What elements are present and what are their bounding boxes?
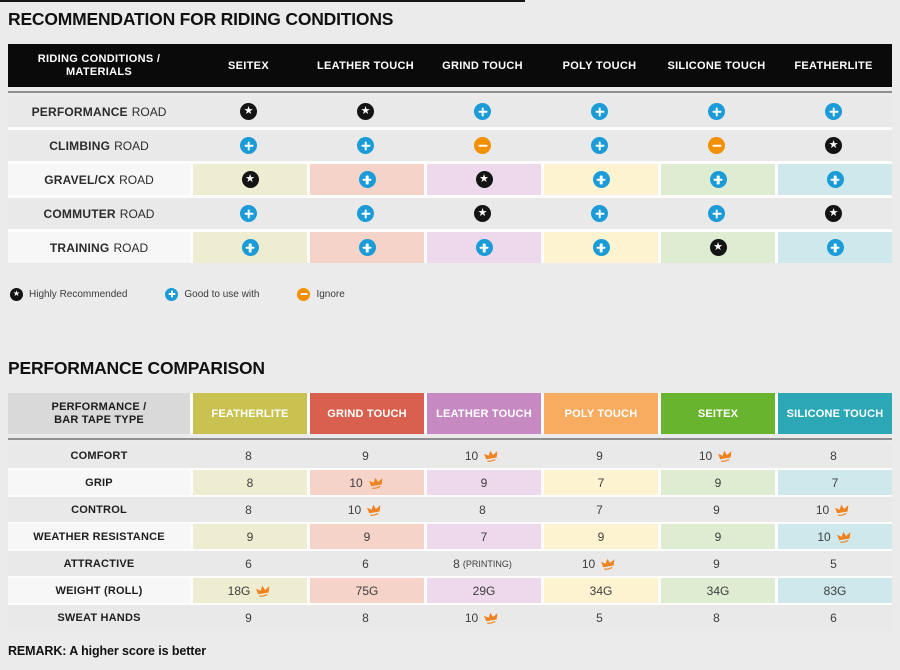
plus-icon: [357, 137, 374, 154]
rating-cell: [190, 232, 307, 263]
performance-table-corner-header: [8, 393, 190, 434]
score-value: [465, 449, 500, 463]
score-cell: [424, 578, 541, 603]
score-value: [598, 476, 605, 490]
star-icon: [357, 103, 374, 120]
rating-cell: [307, 164, 424, 195]
score-value: [362, 611, 369, 625]
rating-cell: [541, 232, 658, 263]
star-icon: [476, 171, 493, 188]
rating-cell: [658, 232, 775, 263]
crown-icon: [835, 529, 854, 544]
star-glyph: ★: [479, 172, 489, 185]
star-icon: [242, 171, 259, 188]
score-cell: [307, 551, 424, 576]
rating-cell: [658, 130, 775, 161]
score-cell: [658, 551, 775, 576]
score-text: 10: [817, 529, 831, 544]
row-label-bold: COMMUTER: [43, 206, 116, 221]
score-value: [816, 503, 851, 517]
star-glyph: ★: [828, 138, 839, 151]
minus-icon: [297, 288, 310, 301]
table-row: [8, 497, 892, 522]
star-icon: [10, 288, 23, 301]
score-cell: [541, 524, 658, 549]
score-value: [481, 476, 488, 490]
row-label-rest: ROAD: [131, 104, 167, 119]
rating-cell: [658, 164, 775, 195]
column-header-seitex: SEITEX: [228, 59, 269, 72]
crown-icon: [482, 448, 501, 463]
row-label-rest: ROAD: [119, 206, 155, 221]
score-value: [228, 584, 273, 598]
top-edge-line: [0, 0, 525, 2]
column-header-silicone-touch: SILICONE TOUCH: [775, 393, 892, 434]
row-label: [8, 164, 190, 195]
row-label: CONTROL: [71, 503, 127, 516]
score-value: [245, 557, 252, 571]
score-text: 6: [362, 556, 369, 571]
score-cell: [190, 443, 307, 468]
row-label-bold: PERFORMANCE: [31, 104, 128, 119]
score-suffix: (PRINTING): [462, 558, 512, 569]
plus-icon: [708, 205, 725, 222]
score-cell: [424, 605, 541, 630]
plus-icon: [242, 239, 259, 256]
plus-icon: [827, 171, 844, 188]
score-text: 7: [480, 529, 488, 544]
plus-icon: [240, 137, 257, 154]
rating-cell: [541, 96, 658, 127]
score-cell: [307, 497, 424, 522]
score-cell: [541, 470, 658, 495]
score-value: [245, 503, 252, 517]
plus-icon: [359, 171, 376, 188]
crown-icon: [482, 610, 501, 625]
table-row: [8, 551, 892, 576]
score-value: [715, 476, 722, 490]
legend-item-highly-recommended: [10, 288, 127, 301]
score-value: [699, 449, 734, 463]
score-value: [824, 584, 847, 598]
score-value: [715, 530, 722, 544]
rating-cell: [190, 130, 307, 161]
legend-label: Good to use with: [184, 288, 260, 300]
header-divider: [8, 438, 892, 440]
rating-cell: [775, 130, 892, 161]
score-cell: [658, 497, 775, 522]
score-cell: [775, 578, 892, 603]
score-value: [479, 503, 486, 517]
score-text: 9: [597, 529, 605, 544]
score-value: [364, 530, 371, 544]
score-cell: [424, 470, 541, 495]
score-value: [596, 503, 603, 517]
score-cell: [541, 578, 658, 603]
score-value: [481, 530, 488, 544]
legend-item-good-to-use: [165, 288, 259, 301]
score-cell: [775, 605, 892, 630]
rating-cell: [190, 96, 307, 127]
score-text: 8: [245, 502, 252, 517]
score-value: [582, 557, 617, 571]
rating-cell: [658, 96, 775, 127]
star-icon: [710, 239, 727, 256]
score-cell: [424, 551, 541, 576]
score-text: 10: [698, 448, 713, 463]
score-cell: [775, 524, 892, 549]
score-value: [713, 557, 720, 571]
table-row: [8, 96, 892, 127]
corner-line1: PERFORMANCE /: [51, 400, 147, 413]
row-label: COMFORT: [70, 449, 128, 462]
score-cell: [658, 605, 775, 630]
star-glyph: ★: [245, 172, 255, 185]
score-cell: [775, 497, 892, 522]
score-text: 9: [246, 529, 254, 544]
legend: [10, 287, 892, 301]
score-value: [473, 584, 496, 598]
corner-line1: RIDING CONDITIONS /: [37, 52, 161, 65]
score-text: 8: [453, 556, 460, 571]
score-text: 7: [597, 475, 605, 490]
score-text: 8: [479, 502, 486, 517]
star-glyph: ★: [12, 288, 21, 298]
row-label: SWEAT HANDS: [57, 611, 141, 624]
star-glyph: ★: [360, 104, 371, 117]
table-row: [8, 232, 892, 263]
score-text: 10: [464, 448, 479, 463]
star-icon: [825, 137, 842, 154]
column-header-featherlite: FEATHERLITE: [794, 59, 873, 72]
score-text: 18G: [227, 583, 251, 598]
rating-cell: [307, 232, 424, 263]
score-cell: [541, 551, 658, 576]
plus-icon: [710, 171, 727, 188]
score-value: [465, 611, 500, 625]
table-row: [8, 470, 892, 495]
score-cell: [307, 470, 424, 495]
score-value: [356, 584, 379, 598]
score-cell: [190, 605, 307, 630]
score-text: 29G: [472, 583, 496, 598]
column-header-leather-touch: LEATHER TOUCH: [317, 59, 414, 72]
row-label: [8, 130, 190, 161]
plus-icon: [593, 171, 610, 188]
score-text: 9: [480, 475, 488, 490]
score-value: [830, 611, 837, 625]
score-value: [590, 584, 613, 598]
score-value: [362, 557, 369, 571]
score-value: [349, 476, 384, 490]
score-cell: [775, 551, 892, 576]
score-cell: [658, 443, 775, 468]
score-value: [596, 449, 603, 463]
score-value: [830, 449, 837, 463]
score-cell: [775, 470, 892, 495]
score-cell: [190, 578, 307, 603]
corner-line2: BAR TAPE TYPE: [54, 413, 144, 426]
score-text: 9: [714, 475, 722, 490]
score-cell: [190, 470, 307, 495]
row-label-rest: ROAD: [113, 240, 149, 255]
rating-cell: [775, 198, 892, 229]
column-header-grind-touch: GRIND TOUCH: [442, 59, 523, 72]
score-text: 9: [713, 556, 720, 571]
score-value: [817, 530, 852, 544]
score-value: [713, 503, 720, 517]
plus-icon: [591, 103, 608, 120]
score-text: 75G: [355, 583, 379, 598]
rating-cell: [190, 164, 307, 195]
plus-icon: [165, 288, 178, 301]
star-glyph: ★: [828, 206, 839, 219]
table-row: [8, 164, 892, 195]
rating-cell: [307, 198, 424, 229]
plus-icon: [357, 205, 374, 222]
crown-icon: [599, 556, 618, 571]
table-row: [8, 524, 892, 549]
column-header-silicone-touch: SILICONE TOUCH: [667, 59, 766, 72]
score-text: 10: [581, 556, 596, 571]
crown-icon: [254, 583, 273, 598]
legend-label: Highly Recommended: [29, 288, 128, 300]
score-cell: [190, 524, 307, 549]
score-value: [247, 530, 254, 544]
score-text: 6: [830, 610, 837, 625]
row-label: [8, 198, 190, 229]
plus-icon: [825, 103, 842, 120]
score-text: 83G: [823, 583, 847, 598]
rating-cell: [307, 96, 424, 127]
header-divider: [8, 91, 892, 93]
score-cell: [541, 497, 658, 522]
column-header-featherlite: FEATHERLITE: [190, 393, 307, 434]
score-cell: [775, 443, 892, 468]
rating-cell: [658, 198, 775, 229]
score-text: 10: [347, 502, 362, 517]
column-header-poly-touch: POLY TOUCH: [562, 59, 637, 72]
rating-cell: [307, 130, 424, 161]
column-header-grind-touch: GRIND TOUCH: [307, 393, 424, 434]
row-label: WEATHER RESISTANCE: [8, 524, 190, 549]
riding-table-body: [8, 96, 892, 263]
score-value: [245, 611, 252, 625]
score-text: 9: [362, 448, 369, 463]
star-icon: [474, 205, 491, 222]
plus-icon: [240, 205, 257, 222]
score-cell: [190, 551, 307, 576]
column-header-leather-touch: LEATHER TOUCH: [424, 393, 541, 434]
plus-icon: [359, 239, 376, 256]
score-value: [713, 611, 720, 625]
minus-icon: [708, 137, 725, 154]
score-value: [348, 503, 383, 517]
crown-icon: [716, 448, 735, 463]
score-cell: [424, 497, 541, 522]
rating-cell: [775, 232, 892, 263]
score-value: [832, 476, 839, 490]
plus-icon: [591, 137, 608, 154]
score-text: 9: [713, 502, 720, 517]
score-value: [245, 449, 252, 463]
rating-cell: [424, 198, 541, 229]
crown-icon: [833, 502, 852, 517]
score-cell: [424, 524, 541, 549]
plus-icon: [593, 239, 610, 256]
rating-cell: [775, 96, 892, 127]
score-text: 5: [596, 610, 603, 625]
score-value: [453, 557, 512, 571]
row-label-rest: ROAD: [114, 138, 149, 153]
legend-item-ignore: [297, 288, 344, 301]
row-label: WEIGHT (ROLL): [8, 578, 190, 603]
table-row: [8, 443, 892, 468]
riding-table-corner-header: [8, 44, 190, 87]
score-text: 10: [349, 475, 363, 490]
score-cell: [541, 443, 658, 468]
table-row: [8, 198, 892, 229]
riding-conditions-title: RECOMMENDATION FOR RIDING CONDITIONS: [8, 9, 394, 29]
table-row: [8, 130, 892, 161]
score-cell: [658, 578, 775, 603]
row-label-bold: GRAVEL/CX: [44, 172, 116, 187]
crown-icon: [365, 502, 384, 517]
plus-icon: [591, 205, 608, 222]
minus-icon: [474, 137, 491, 154]
rating-cell: [775, 164, 892, 195]
score-text: 9: [714, 529, 722, 544]
rating-cell: [424, 164, 541, 195]
score-text: 10: [815, 502, 830, 517]
score-cell: [307, 578, 424, 603]
score-cell: [307, 443, 424, 468]
score-cell: [658, 524, 775, 549]
score-text: 7: [596, 502, 603, 517]
score-text: 7: [831, 475, 839, 490]
score-cell: [190, 497, 307, 522]
score-text: 34G: [589, 583, 613, 598]
score-cell: [541, 605, 658, 630]
column-header-poly-touch: POLY TOUCH: [541, 393, 658, 434]
row-label: GRIP: [8, 470, 190, 495]
star-glyph: ★: [477, 206, 488, 219]
row-label: ATTRACTIVE: [63, 557, 135, 570]
riding-table-header: [8, 44, 892, 87]
score-text: 8: [245, 448, 252, 463]
plus-icon: [708, 103, 725, 120]
score-text: 9: [596, 448, 603, 463]
corner-line2: MATERIALS: [65, 65, 133, 78]
star-glyph: ★: [243, 104, 254, 117]
score-cell: [307, 524, 424, 549]
star-icon: [825, 205, 842, 222]
star-icon: [240, 103, 257, 120]
score-value: [598, 530, 605, 544]
score-text: 10: [464, 610, 479, 625]
score-value: [707, 584, 730, 598]
plus-icon: [827, 239, 844, 256]
performance-table-body: [8, 443, 892, 630]
score-text: 34G: [706, 583, 730, 598]
plus-icon: [476, 239, 493, 256]
score-text: 8: [362, 610, 369, 625]
score-value: [830, 557, 837, 571]
rating-cell: [541, 130, 658, 161]
score-value: [362, 449, 369, 463]
table-row: [8, 578, 892, 603]
table-row: [8, 605, 892, 630]
score-text: 8: [246, 475, 254, 490]
rating-cell: [190, 198, 307, 229]
row-label: [8, 232, 190, 263]
performance-comparison-title: PERFORMANCE COMPARISON: [8, 358, 265, 378]
row-label-bold: CLIMBING: [49, 138, 111, 153]
rating-cell: [424, 96, 541, 127]
score-text: 9: [363, 529, 371, 544]
rating-cell: [424, 232, 541, 263]
column-header-seitex: SEITEX: [658, 393, 775, 434]
star-glyph: ★: [713, 240, 723, 253]
score-cell: [307, 605, 424, 630]
remark-text: REMARK: A higher score is better: [8, 644, 206, 658]
rating-cell: [541, 198, 658, 229]
legend-label: Ignore: [316, 288, 345, 300]
score-value: [596, 611, 603, 625]
rating-cell: [541, 164, 658, 195]
score-text: 8: [830, 448, 837, 463]
score-text: 9: [245, 610, 252, 625]
row-label-bold: TRAINING: [49, 240, 110, 255]
score-cell: [658, 470, 775, 495]
crown-icon: [367, 475, 386, 490]
row-label: [8, 96, 190, 127]
score-text: 5: [830, 556, 837, 571]
score-cell: [424, 443, 541, 468]
score-text: 6: [245, 556, 252, 571]
score-value: [247, 476, 254, 490]
row-label-rest: ROAD: [119, 172, 154, 187]
plus-icon: [474, 103, 491, 120]
rating-cell: [424, 130, 541, 161]
performance-table-header: [8, 393, 892, 434]
score-text: 8: [713, 610, 720, 625]
